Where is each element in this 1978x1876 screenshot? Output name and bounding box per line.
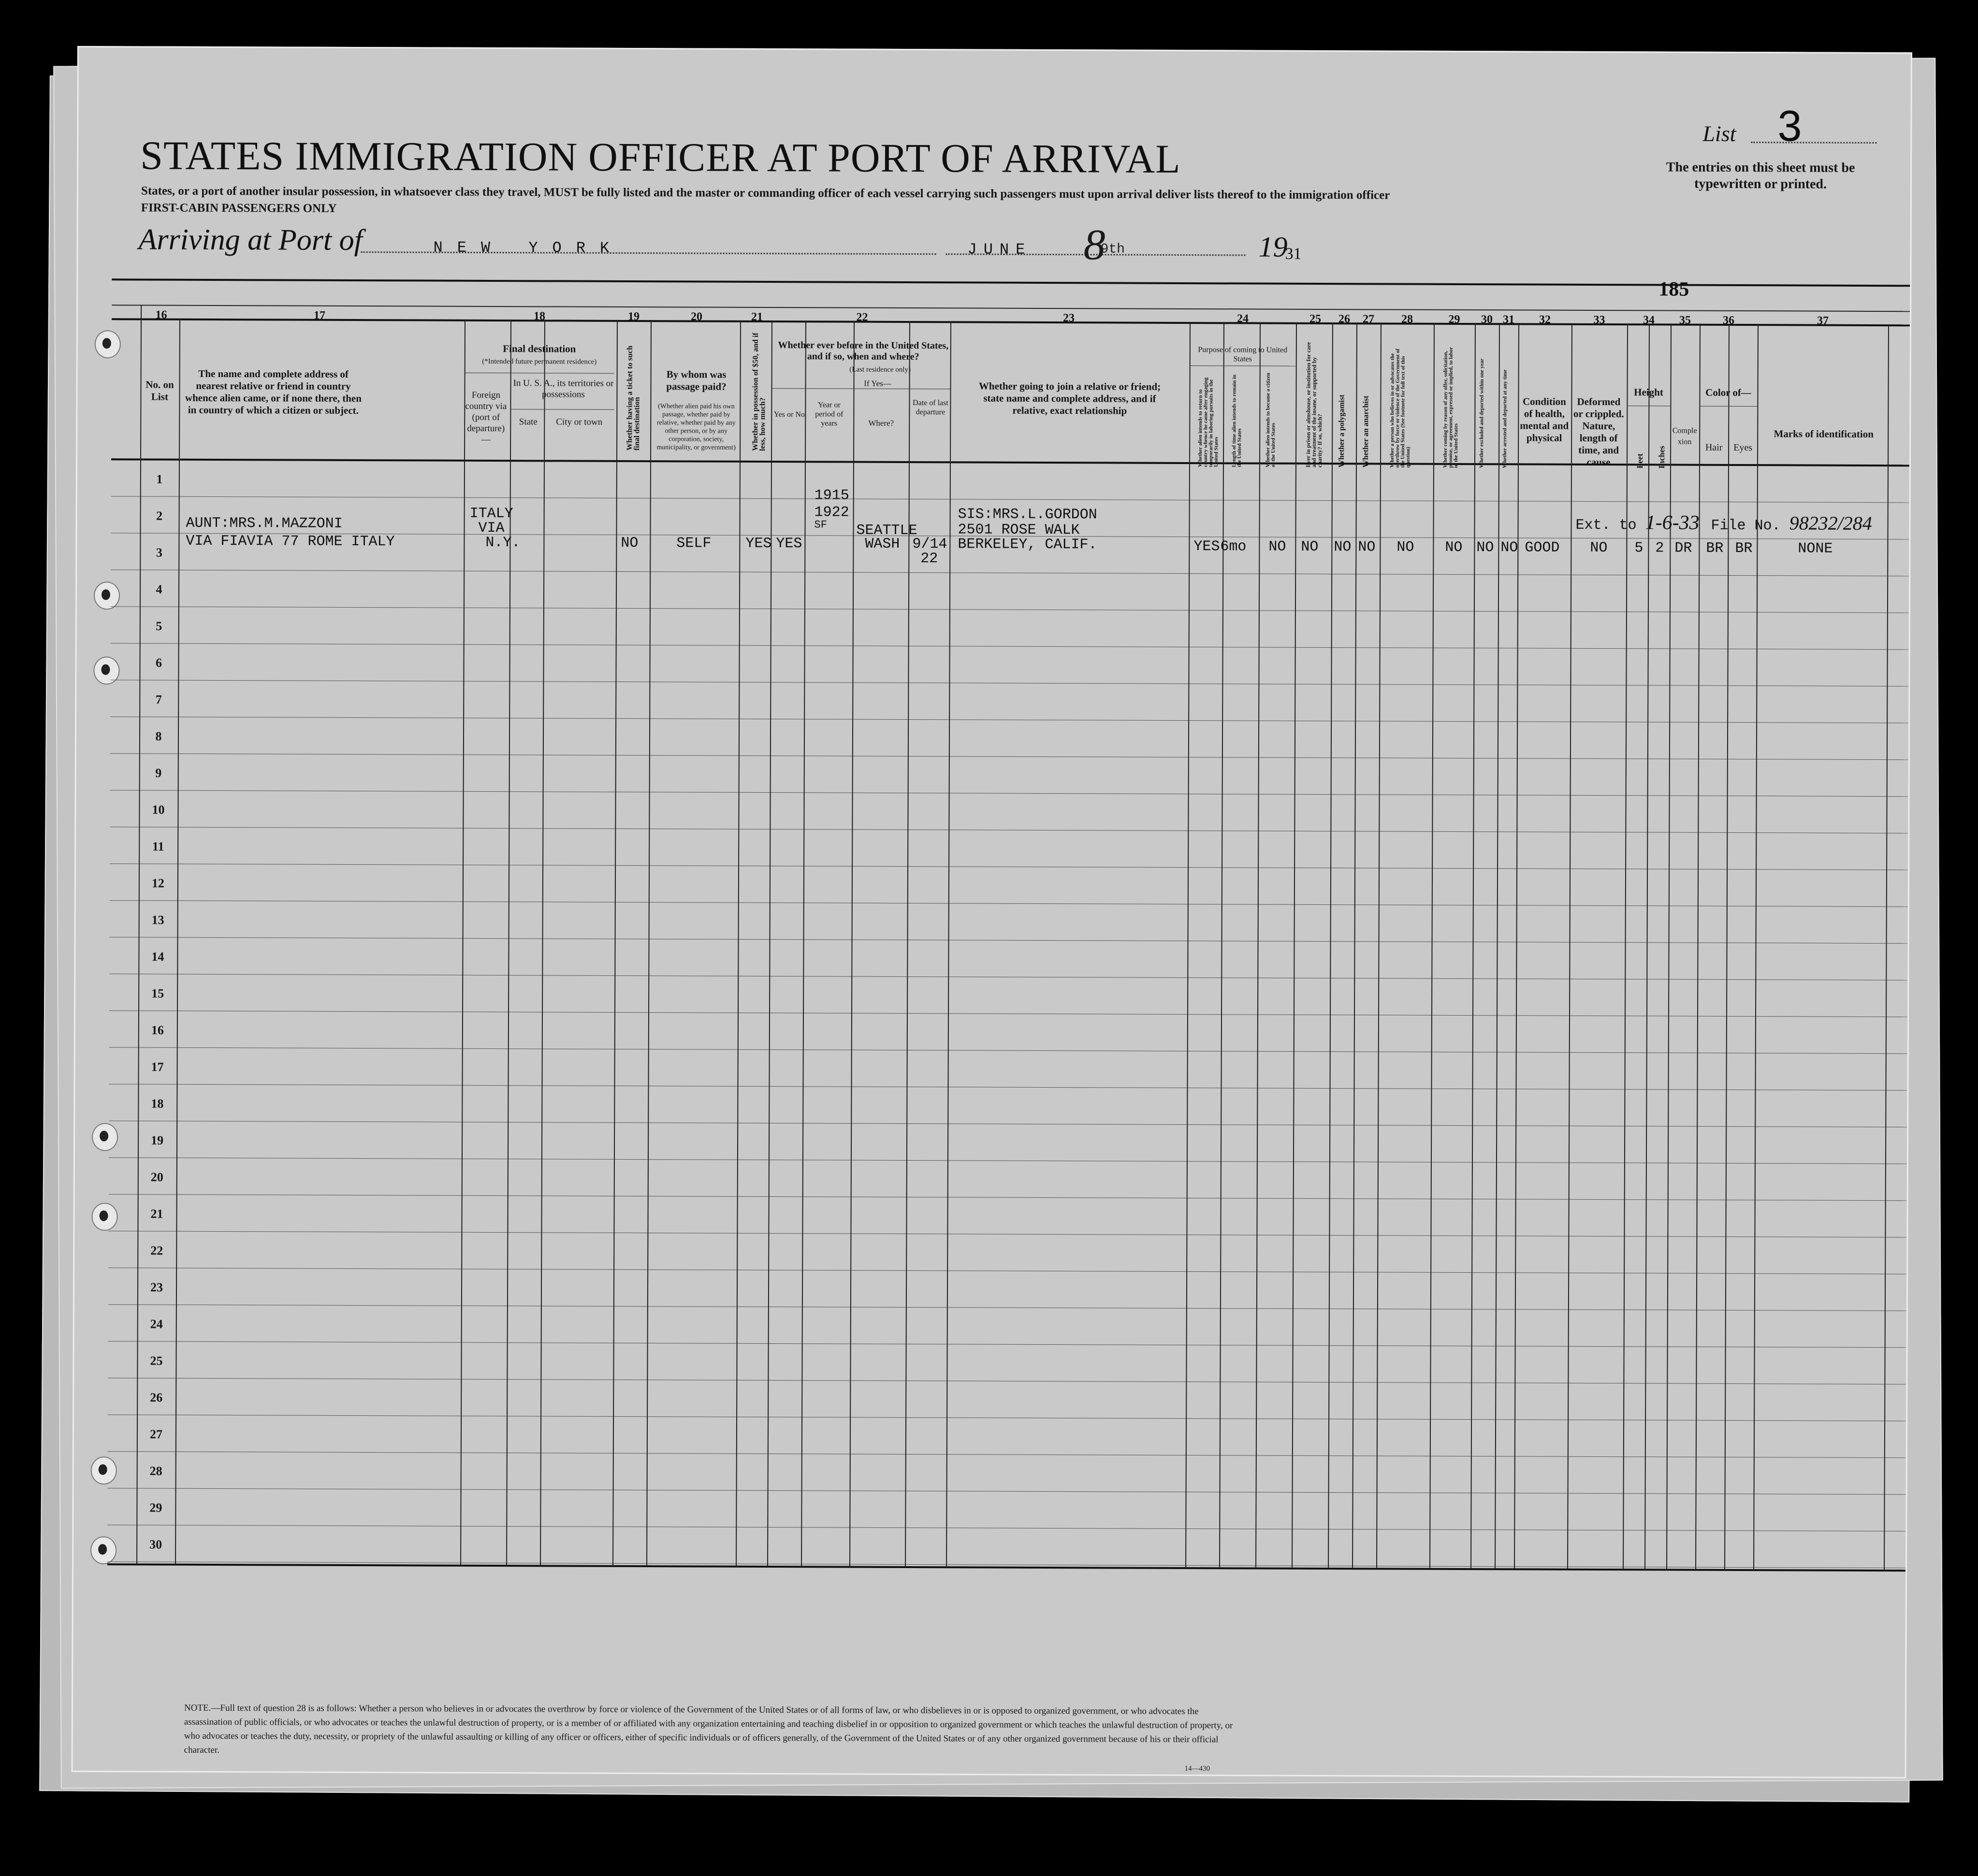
row-number: 21 [150,1207,163,1221]
row-rule [110,790,1908,797]
column-rule [946,321,951,1566]
column-rule [1470,323,1476,1568]
row-number: 22 [150,1243,163,1258]
header-no-on-list: No. on List [145,378,174,403]
header-excluded: Whether excluded and deported within one year [1478,358,1485,468]
header-feet: Feet [1635,453,1645,469]
entry-eyes: BR [1735,540,1753,557]
header-going-to-join: Whether going to join a relative or friend; state name and complete address, and if relative, exact relationship [978,380,1161,417]
entries-note: The entries on this sheet must be typewritten or printed. [1666,160,1855,192]
entry-hair: BR [1706,540,1724,557]
row-rule [108,1378,1906,1384]
row-number: 25 [150,1353,163,1368]
manifest-table [73,47,1911,1777]
entry-excluded: NO [1476,539,1494,556]
col-number-24: 24 [1236,312,1249,325]
header-anarchist: Whether an anarchist [1361,395,1370,468]
col-number-25: 25 [1309,312,1322,325]
col-number-30: 30 [1481,313,1493,326]
entry-ticket: NO [621,535,639,552]
row-number: 18 [151,1096,164,1111]
col-number-20: 20 [691,310,703,323]
row-rule [108,1267,1906,1274]
row-rule [111,496,1909,503]
extension-annotation [1575,511,1699,535]
extension-label: Ext. to [1575,517,1637,534]
col-number-23: 23 [1063,312,1075,325]
header-passage-note: (Whether alien paid his own passage, whether paid by relative, whether paid by any other person, or by any corporation, society, municipality, or government) [656,403,736,451]
entry-join-line2: 2501 ROSE WALK [958,522,1080,539]
column-rule [1495,323,1500,1568]
col-number-29: 29 [1448,313,1460,326]
header-eyes: Eyes [1733,442,1753,453]
header-deformed: Deformed or crippled. Nature, length of time, and cause [1573,395,1624,468]
header-purpose-length: Length of time alien intends to remain in the United States [1231,374,1243,467]
row-number: 2 [156,509,163,523]
entry-foreign-line3: N.Y. [485,534,521,552]
column-rule [736,320,741,1566]
col-number-27: 27 [1362,313,1375,326]
entry-prison: NO [1301,538,1319,555]
col-number-31: 31 [1502,313,1515,326]
header-passage-paid: By whom was passage paid? [666,368,727,393]
column-rule [1884,324,1889,1570]
entry-anarchist: NO [1358,539,1376,556]
entry-complexion: DR [1674,540,1692,557]
row-number: 17 [151,1060,164,1074]
row-number: 9 [155,766,162,780]
header-marks: Marks of identification [1774,428,1874,440]
entry-relative-line1: AUNT:MRS.M.MAZZONI [186,515,343,532]
header-purpose-citizen: Whether alien intends to become a citizen of the United States [1265,373,1277,467]
header-purpose: Purpose of coming to United States [1198,346,1288,364]
row-number: 7 [155,692,162,707]
column-rule [1292,322,1297,1568]
form-number: 14—430 [1184,1765,1210,1773]
column-rule [1695,324,1701,1569]
entry-relative-line2: VIA FIAVIA 77 ROME ITALY [186,533,395,551]
header-foreign-country: Foreign country via (port of departure)— [465,390,507,445]
year-prefix: 19 [1258,231,1288,263]
column-rule [849,321,855,1566]
header-nearest-relative: The name and complete address of nearest relative or friend in country whence alien came, or if none there, then in country of which a citizen or subject. [185,367,362,417]
month-value: JUNE [967,240,1032,259]
footnote: NOTE.—Full text of question 28 is as follows: Whether a person who believes in or advocates the overthrow by force or violence of the Government of the United States or of all forms of law, or who disbelieves in or is opposed to organized government, or who advocates the assassination of public officials, or who advocates or teaches the unlawful destruction of property, or is a member of or affiliated with any organization entertaining and teaching disbelief in or opposition to organized government or which teaches the unlawful destruction of property, or who advocates or teaches the duty, necessity, or propriety of the unlawful assaulting or killing of any officer or officers, either of specific individuals or of officers generally, of the Government of the United States or of any other organized government because of his or their official character. [184,1702,1233,1756]
entry-before-date2: 22 [920,551,938,567]
col-number-17: 17 [314,309,326,322]
row-number: 8 [155,729,162,743]
entry-inches: 2 [1655,540,1664,557]
entry-overthrow: NO [1396,539,1414,556]
header-complexion: Complexion [1672,426,1697,446]
column-rule [1219,322,1224,1567]
entry-join-line3: BERKELEY, CALIF. [958,536,1097,553]
row-rule [108,1341,1906,1348]
column-rule [767,320,772,1566]
header-health: Condition of health, mental and physical [1520,395,1569,444]
column-rule [175,319,180,1564]
entry-arrested: NO [1500,539,1518,556]
entry-citizen: NO [1268,538,1286,555]
color-subrule [1699,406,1757,407]
row-rule [111,643,1909,650]
row-number: 6 [155,655,162,670]
column-rule [1328,322,1333,1568]
header-year-period: Year or period of years [815,401,844,428]
column-rule [540,320,545,1565]
header-city: City or town [556,417,603,427]
row-rule [109,1084,1907,1091]
entry-has-50: YES [745,535,772,553]
page-title: STATES IMMIGRATION OFFICER AT PORT OF ARRIVAL [140,133,1181,182]
row-rule [110,827,1908,833]
header-arrested: Whether arrested and deported at any time [1501,369,1508,468]
port-value: NEW YORK [433,238,624,257]
column-rule [1255,322,1261,1568]
usa-subrule [510,409,614,410]
column-rule [905,321,910,1566]
header-hair: Hair [1705,442,1723,453]
row-rule [109,1047,1907,1054]
header-overthrow: Whether a person who believes in or advocates the overthrow by force or violence of the Government of the United States (See footnote for full text of this question) [1389,349,1411,468]
row-rule [110,680,1908,686]
entry-labor-offer: NO [1445,539,1463,556]
column-rule [1429,323,1435,1568]
column-rule [1724,324,1730,1569]
column-rule [1567,323,1572,1569]
row-number: 12 [151,876,165,890]
header-ticket: Whether having a ticket to such final destination [625,345,641,451]
subtitle-line2: FIRST-CABIN PASSENGERS ONLY [141,201,337,215]
row-number: 13 [151,913,164,927]
arriving-label: Arriving at Port of [138,223,363,257]
extension-date: 1-6-33 [1645,511,1700,534]
list-label: List [1702,121,1736,146]
table-top-border [112,278,1910,287]
header-date-departure: Date of last departure [913,399,948,417]
header-purpose-return: Whether alien intends to return to country whence he came after engaging temporarily in laboring pursuits in the United States [1197,377,1220,467]
entry-return-intent: YES [1193,538,1220,555]
row-rule [109,1157,1907,1164]
row-number: 1 [156,472,163,486]
entry-before-where2: WASH [865,536,900,553]
row-number: 23 [150,1280,163,1294]
header-has-50: Whether in possession of $50, and if less, how much? [751,333,767,451]
row-rule [111,569,1909,576]
col-number-18: 18 [534,310,546,323]
entry-before-date1: 9/14 [912,536,947,553]
header-height: Height [1634,386,1663,398]
row-rule [110,716,1908,723]
column-rule [460,320,465,1565]
entry-before-year2: 1922 [814,504,849,521]
header-state: State [519,417,538,427]
col-number-37: 37 [1817,314,1829,327]
purpose-subrule [1190,365,1296,366]
row-rule [107,1525,1905,1531]
header-last-residence: (Last residence only) [849,365,911,374]
list-number: 3 [1777,102,1802,151]
day-typed: 9th [1100,242,1125,257]
col-number-16: 16 [155,308,167,321]
row-number: 16 [151,1023,164,1037]
entry-length-stay: 6mo [1220,538,1247,555]
row-number: 15 [151,986,164,1001]
row-number: 30 [149,1537,162,1552]
col-number-22: 22 [856,311,868,324]
entry-join-line1: SIS:MRS.L.GORDON [958,506,1097,524]
row-rule [111,606,1909,613]
row-rule [109,974,1907,980]
col-number-21: 21 [751,310,763,323]
final-destination-subrule [465,373,614,374]
column-rule [1753,324,1759,1569]
header-in-usa: In U. S. A., its territories or possessions [513,378,614,400]
column-rule [801,320,806,1566]
col-number-32: 32 [1539,313,1551,326]
row-rule [109,1120,1907,1127]
entry-before-year1: 1915 [814,487,849,504]
header-final-destination-note: (*Intended future permanent residence) [482,357,597,366]
entry-feet: 5 [1634,540,1643,557]
header-where: Where? [868,418,894,428]
col-number-33: 33 [1593,313,1605,327]
header-inches: Inches [1657,446,1667,469]
entry-before-year3: SF [814,519,828,531]
subtitle-line1: States, or a port of another insular possession, in whatsoever class they travel, MUST be fully listed and the master or commanding officer of each vessel carrying such passengers must upon arrival deliver lists thereof to the immigration officer [141,184,1390,202]
column-rule [1514,323,1519,1568]
entry-before-yesno: YES [776,536,802,553]
header-ever-before: Whether ever before in the United States, and if so, when and where? [778,340,949,363]
row-rule [108,1231,1906,1237]
header-yes-no: Yes or No [773,410,805,419]
header-color-of: Color of— [1705,386,1751,399]
entry-deformed: NO [1590,539,1608,557]
row-number: 20 [150,1170,163,1184]
column-rule [1644,323,1650,1569]
col-number-34: 34 [1643,314,1655,327]
row-rule [108,1414,1906,1421]
row-number: 29 [149,1500,162,1515]
header-prison: Ever in prison or almshouse, or institution for care and treatment of the insane, or supported by charity? If so, which? [1304,342,1324,468]
column-number-rule [112,305,1910,312]
entry-foreign-line1: ITALY [469,505,513,523]
column-rule [141,305,142,319]
stamp-number: 185 [1658,278,1689,301]
file-label: File No. [1711,517,1781,535]
day-handwritten: 8 [1083,221,1105,269]
row-rule [110,753,1908,760]
column-rule [1376,322,1382,1568]
row-rule [108,1304,1906,1311]
row-number: 5 [156,619,162,633]
row-rule [110,900,1908,907]
entry-polygamist: NO [1334,539,1352,556]
column-rule [646,320,652,1565]
entry-passage-paid: SELF [676,535,712,552]
header-final-destination: Final destination [503,343,576,355]
col-number-26: 26 [1338,313,1351,326]
col-number-35: 35 [1679,314,1691,327]
entry-before-where1: SEATTLE [856,522,917,539]
file-number: 98232/284 [1789,512,1872,534]
entry-foreign-line2: VIA [478,520,505,537]
column-rule [136,318,142,1563]
row-number: 26 [150,1390,163,1405]
header-polygamist: Whether a polygamist [1337,394,1346,468]
row-number: 11 [152,839,164,854]
col-number-28: 28 [1401,313,1413,326]
col-number-36: 36 [1722,314,1735,327]
row-number: 3 [156,545,162,560]
row-number: 28 [149,1464,162,1478]
entry-marks: NONE [1798,540,1833,557]
manifest-page [72,46,1912,1778]
header-labor-offer: Whether coming by reason of any offer, solicitation, promise, or agreement, expressed or implied, to labor in the United States [1442,347,1459,468]
row-number: 14 [151,949,164,964]
header-if-yes: If Yes— [864,378,891,388]
col-number-19: 19 [628,310,640,323]
entry-health: GOOD [1525,539,1560,556]
row-number: 10 [152,802,165,817]
row-rule [110,937,1908,944]
row-rule [108,1488,1906,1495]
column-rule [1185,322,1191,1567]
row-number: 27 [149,1427,163,1441]
column-rule [1666,324,1672,1569]
row-rule [109,1194,1907,1201]
file-annotation [1711,511,1872,535]
row-rule [109,1010,1907,1017]
row-number: 4 [156,582,162,596]
row-rule [110,863,1908,870]
column-rule [1623,323,1628,1569]
row-number: 24 [150,1317,163,1331]
row-number: 19 [151,1133,164,1148]
column-rule [612,320,618,1565]
year-suffix: 31 [1285,245,1302,263]
column-rule [1352,322,1357,1568]
row-rule [108,1451,1906,1458]
